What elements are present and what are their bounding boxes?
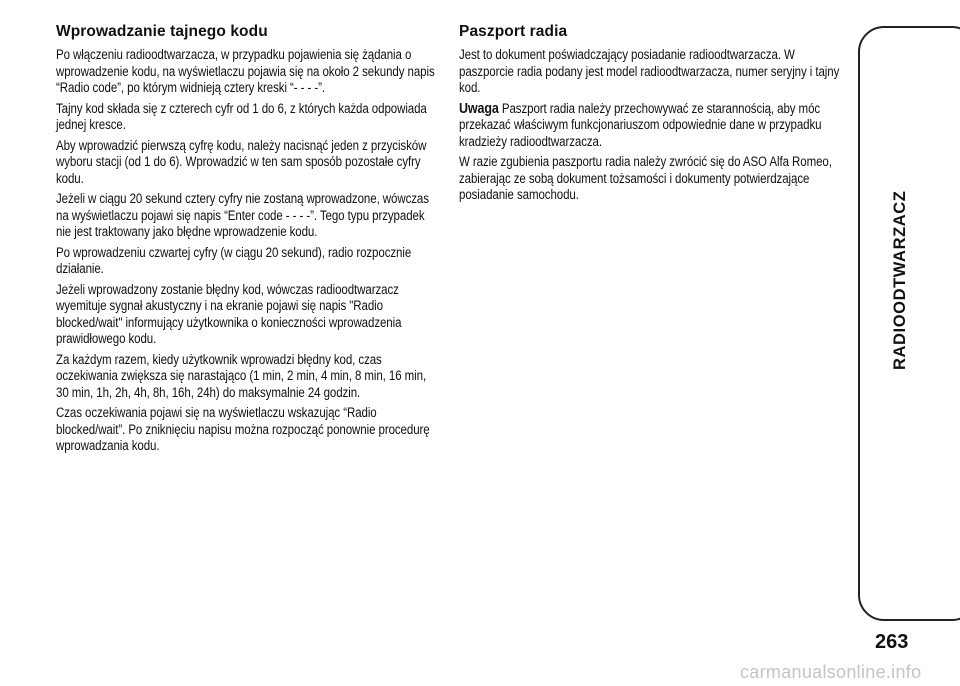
paragraph: Po włączeniu radioodtwarzacza, w przypadku pojawienia się żądania o wprowadzenie kodu, na wyświetlaczu pojawia się na około 2 sekundy napis “Radio code”, po którym widnieją cztery kreski “- - - -”.: [56, 47, 435, 95]
left-column: [56, 22, 442, 459]
note-paragraph: [459, 101, 848, 151]
paragraph: Czas oczekiwania pojawi się na wyświetlaczu wskazując “Radio blocked/wait”. Po zniknięciu napisu można rozpocząć ponownie procedurę wprowadzania kodu.: [56, 405, 430, 453]
section-side-label: RADIOODTWARZACZ: [891, 190, 909, 370]
right-column: [459, 22, 849, 208]
page-number: 263: [875, 631, 909, 653]
paragraph: Aby wprowadzić pierwszą cyfrę kodu, należy nacisnąć jeden z przycisków wyboru stacji (od 1 do 6). Wprowadzić w ten sam sposób pozostałe cyfry kodu.: [56, 137, 427, 186]
paragraph: Tajny kod składa się z czterech cyfr od 1 do 6, z których każda odpowiada jednej kresce.: [56, 100, 427, 132]
watermark: carmanualsonline.info: [740, 662, 922, 682]
note-label: Uwaga: [459, 100, 499, 117]
paragraph: Za każdym razem, kiedy użytkownik wprowadzi błędny kod, czas oczekiwania zwiększa się narastająco (1 min, 2 min, 4 min, 8 min, 16 min, 30 min, 1h, 2h, 4h, 8h, 16h, 24h) do maksymalnie 24 godzin.: [56, 351, 427, 400]
paragraph-intro: Jest to dokument poświadczający posiadanie radioodtwarzacza. W paszporcie radia podany jest model radioodtwarzacza, numer seryjny i tajny kod.: [459, 47, 840, 95]
section-heading-radio-passport: Paszport radia: [459, 23, 568, 40]
paragraph-closing: W razie zgubienia paszportu radia należy zwrócić się do ASO Alfa Romeo, zabierając ze sobą dokument tożsamości i dokumenty potwierdzające posiadanie samochodu.: [459, 154, 832, 202]
note-text: Paszport radia należy przechowywać ze starannością, aby móc przekazać właściwym funkcjonariuszom odpowiednie dane w przypadku kradzieży radioodtwarzacza.: [459, 100, 822, 149]
paragraph: Po wprowadzeniu czwartej cyfry (w ciągu 20 sekund), radio rozpocznie działanie.: [56, 244, 412, 276]
paragraph: Jeżeli w ciągu 20 sekund cztery cyfry nie zostaną wprowadzone, wówczas na wyświetlaczu pojawi się napis “Enter code - - - -”. Tego typu przypadek nie jest traktowany jako błędne wprowadzenie kodu.: [56, 191, 429, 239]
paragraph: Jeżeli wprowadzony zostanie błędny kod, wówczas radioodtwarzacz wyemituje sygnał akustyczny i na ekranie pojawi się napis "Radio blocked/wait" informujący użytkownika o konieczności wprowadzenia prawidłowego kodu.: [56, 281, 402, 346]
section-heading-secret-code: Wprowadzanie tajnego kodu: [56, 23, 268, 40]
